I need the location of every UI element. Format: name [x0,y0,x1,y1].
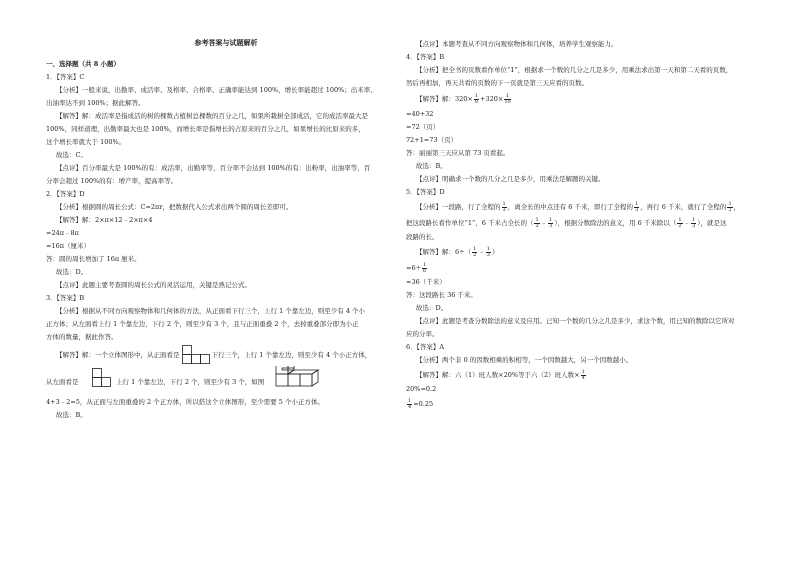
fraction-denominator: 4 [408,403,412,410]
q3-comment: 【点评】本题考查从不同方向观察物体和几何体，培养学生观察能力。 [416,40,618,48]
q4-solution-2: =40+32 [406,110,434,118]
q2-analysis: 【分析】根据圆的周长公式：C=2πr，把数据代入公式求出两个圆的周长差即可。 [56,203,293,211]
q3-solution-1 [46,344,406,366]
q5-solution-3: =36（千米） [406,278,446,286]
q3-solution-2b: 上行 1 个靠左边，下行 2 个，则至少有 3 个，如图 [116,378,265,386]
q1-solution-2: 100%，同样道理，出勤率最大也是 100%，而增长率是指增长的占原来的百分之几，如果增长的比原来的多， [46,125,365,133]
q1-analysis-2: 出油率达不到 100%；据此解答。 [46,99,145,107]
q3-analysis-2: 正方体；从左面看上行 1 个靠左边，下行 2 个，则至少有 3 个，且与正面重叠 2 个，去掉重叠部分即为小正 [46,320,359,328]
fraction-numerator: 1 [581,368,585,375]
fraction [504,94,510,105]
fraction-numerator: 1 [728,200,732,207]
q4-answer: 4．【答案】B [406,53,445,61]
fraction [634,202,639,213]
q4-solution-3: =72（页） [406,123,440,131]
q2-solution-1: 【解答】解：2×π×12﹣2×π×4 [56,216,153,224]
fraction [691,218,696,229]
q5-solution-2a: =6÷ [406,264,422,272]
left-column [46,38,406,419]
q1-analysis-1: 【分析】一般来说，出勤率、成活率、及格率、合格率、正确率能达到 100%，增长率能超过 100%；出米率、 [56,86,377,94]
fraction [581,370,586,381]
q4-solution-1a: 【解答】解：320× [416,95,473,103]
fraction-denominator: 2 [678,222,682,229]
fraction [534,218,539,229]
q5-choice: 故选：D。 [416,304,448,312]
q5-analysis-2b: ），根据分数除法的意义，用 6 千米除以（ [554,219,677,227]
front-view-figure [182,345,210,365]
fraction [502,202,507,213]
q5-solution-4: 答：这段路长 36 千米。 [406,291,477,299]
q3-answer: 3．【答案】B [46,294,85,302]
q2-solution-2: =24π﹣8π [46,229,79,237]
fraction-denominator: 3 [549,222,553,229]
fraction-denominator: 3 [502,206,506,213]
q5-solution-1: 【解答】解：6÷（ $\frac{1}{2}$ ﹣ $\frac{1}{3}$ ） [416,245,499,258]
fraction-numerator: 1 [634,200,639,207]
q3-analysis-3: 方体的数量，据此作答。 [46,333,118,341]
q1-solution-1: 【解答】解：成活率是指成活的树的棵数占植树总棵数的百分之几，如果所栽树全部成活，它的成活率最大是 [56,112,368,120]
q3-solution-2 [46,366,406,396]
fraction-numerator: 1 [549,216,553,223]
q4-analysis-1: 【分析】把全书的页数看作单位“1”，根据求一个数的几分之几是多少，用乘法求出第一天和第二天看的页数， [416,66,733,74]
fraction-denominator: 3 [486,251,490,258]
q5-solution-1b: ） [491,248,499,256]
q5-comment-1: 【点评】此题是考查分数除法的意义及应用。已知一个数的几分之几是多少，求这个数，用已知的数除以它所对 [416,317,735,325]
q2-solution-3: =16π（厘米） [46,242,90,250]
fraction-denominator: 6 [423,267,427,274]
fraction-denominator: 3 [634,206,639,213]
q5-analysis-2a: 把这段路长看作单位“1”，6 千米占全长的（ [406,219,534,227]
fraction-denominator: 3 [692,222,696,229]
q5-analysis-2: 把这段路长看作单位“1”，6 千米占全长的（ $\frac{1}{2}$ ﹣ $\frac{1}{3}$ ），根据分数除法的意义，用 6 千米除以（ $\frac{1}{2}$ ﹣ $\frac{1}{3}$ ），就是这 [406,216,727,229]
q3-analysis-1: 【分析】根据从不同方向观察物体和几何体的方法，从正面看下行三个，上行 1 个靠左边，则至少有 4 个小 [56,307,366,315]
q5-solution-1a: 【解答】解：6÷（ [416,248,472,256]
q1-comment-1: 【点评】百分率最大是 100%的有：成活率，出勤率等，百分率不会达到 100%的有：出粉率，出油率等，百 [56,164,371,172]
fraction [422,263,427,274]
fraction-numerator: 1 [692,216,696,223]
right-column [406,38,766,412]
q5-analysis-1 [406,199,766,215]
fraction-numerator: 1 [678,216,682,223]
q6-solution-1a: 【解答】解：六（1）班人数×20%等于六（2）班人数× [416,371,580,379]
fraction-numerator: 1 [505,92,510,99]
q6-solution-3 [406,396,766,412]
q5-analysis-1c: ，再行 6 千米，就行了全程的 [640,203,727,211]
fraction-denominator: 10 [504,98,511,105]
fraction-numerator: 1 [408,397,412,404]
q3-solution-1b: 下行三个，上行 1 个靠左边，则至少有 4 个小正方体， [211,351,372,359]
fraction-numerator: 1 [474,92,479,99]
fraction-numerator: 1 [502,200,506,207]
q6-solution-1 [406,367,766,383]
q4-choice: 故选：B。 [416,162,447,170]
fraction-numerator: 1 [473,245,477,252]
section-heading: 一、选择题（共 8 小题） [46,60,121,68]
q5-answer: 5．【答案】D [406,188,445,196]
q6-solution-2: 20%=0.2 [406,385,437,393]
left-view-figure [92,368,112,388]
q5-analysis-1d: ， [733,203,741,211]
q1-choice: 故选：C。 [56,151,87,159]
q3-solution-3: 4+3﹣2=5，从正面与左面重叠的 2 个正方体，所以搭这个立体图形，至少需要 5 个小正方体。 [46,398,324,406]
fraction [407,399,412,410]
q5-solution-2 [406,260,766,276]
fraction-denominator: 4 [581,374,585,381]
q5-analysis-3: 段路的长。 [406,233,439,241]
page-title: 参考答案与试题解析 [194,38,258,47]
q3-solution-2a: 从左面看是 [46,378,79,386]
fraction-numerator: 1 [535,216,539,223]
q4-comment: 【点评】明确求一个数的几分之几是多少，用乘法是解题的关键。 [416,175,605,183]
fraction [474,94,479,105]
q4-analysis-2: 然后再相加，再天共看的页数的下一页就是第三天应看的页数。 [406,79,588,87]
q4-solution-4: 72+1=73（页） [406,136,458,144]
cube-stack-figure [270,366,334,394]
q2-answer: 2．【答案】D [46,190,85,198]
q5-analysis-1b: ，离全长的中点还有 6 千米，即行了全程的 [507,203,633,211]
q6-analysis: 【分析】两个非 0 的因数相乘的积相等，一个因数越大，另一个因数越小。 [416,356,633,364]
fraction [677,218,682,229]
q5-comment-2: 应的分率。 [406,330,439,338]
q2-comment: 【点评】此题主要考查圆的周长公式的灵活运用，关键是熟记公式。 [56,281,251,289]
fraction [486,247,491,258]
q4-solution-1b: +320× [480,95,504,103]
q3-solution-1a: 【解答】解：一个立体图形中，从正面看是 [56,351,180,359]
q2-solution-4: 答：圆的周长增加了 16π 厘米。 [46,255,141,263]
fraction-denominator: 2 [473,251,477,258]
fraction [727,202,732,213]
q4-solution-1 [406,90,766,108]
q1-comment-2: 分率会超过 100%的有：增产率，提高率等。 [46,177,178,185]
fraction-numerator: 1 [423,261,427,268]
fraction [472,247,477,258]
q1-solution-3: 这个增长率就大于 100%。 [46,138,126,146]
fraction-denominator: 2 [728,206,732,213]
q6-answer: 6．【答案】A [406,343,445,351]
q1-answer: 1．【答案】C [46,73,85,81]
fraction-numerator: 1 [486,245,490,252]
q4-solution-5: 答：丽丽第三天应从第 73 页看起。 [406,149,510,157]
q6-solution-3b: =0.25 [413,400,434,408]
fraction [548,218,553,229]
fraction-denominator: 8 [474,98,479,105]
q2-choice: 故选：D。 [56,268,88,276]
q5-analysis-2c: ），就是这 [697,219,727,227]
fraction-denominator: 2 [535,222,539,229]
q3-choice: 故选：B。 [56,411,87,419]
q5-analysis-1a: 【分析】一段路，行了全程的 [416,203,501,211]
